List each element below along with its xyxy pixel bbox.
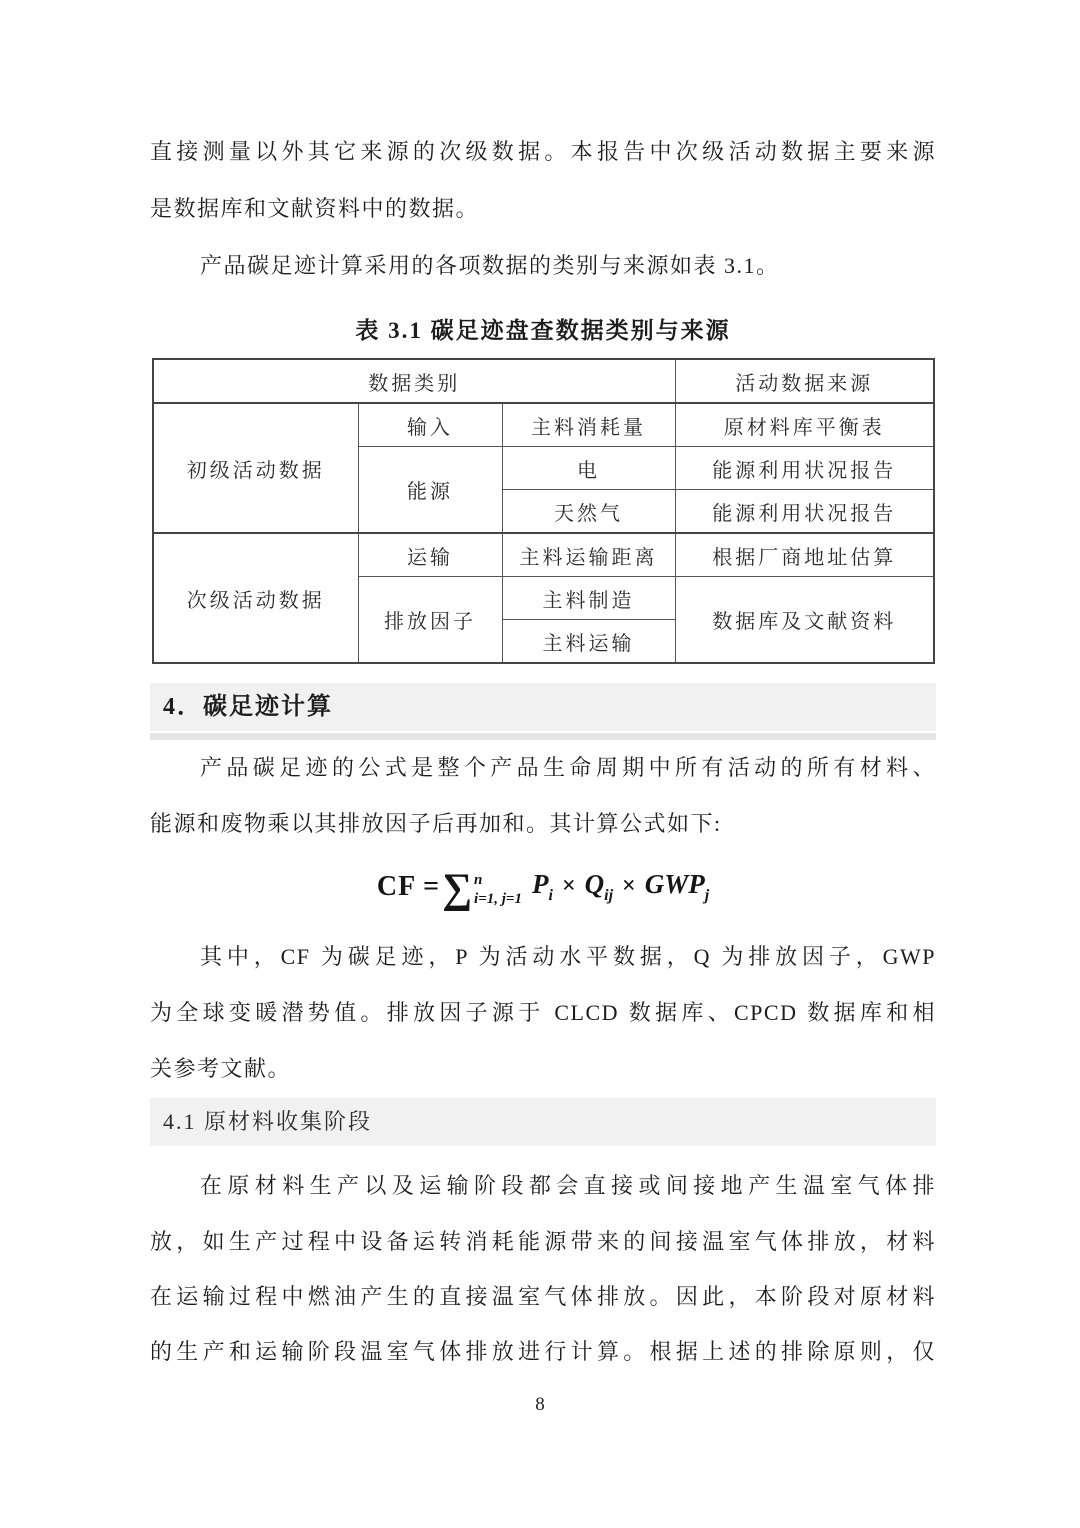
table-header-cell: 活动数据来源 [675, 359, 934, 403]
table-row [153, 533, 934, 577]
carbon-footprint-formula [150, 856, 936, 918]
table-cell: 能源利用状况报告 [675, 490, 934, 534]
table-cell: 根据厂商地址估算 [675, 533, 934, 577]
paragraph-line: 是数据库和文献资料中的数据。 [150, 196, 480, 221]
section-heading-4: 4．碳足迹计算 [150, 683, 936, 731]
table-caption: 表 3.1 碳足迹盘查数据类别与来源 [355, 318, 731, 343]
section-heading-4-1: 4.1 原材料收集阶段 [150, 1098, 936, 1146]
paragraph-line: 在原材料生产以及运输阶段都会直接或间接地产生温室气体排 [200, 1173, 936, 1198]
sigma-limits [474, 873, 522, 907]
paragraph-line: 关参考文献。 [150, 1056, 292, 1081]
paragraph-line: 为全球变暖潜势值。排放因子源于 CLCD 数据库、CPCD 数据库和相 [150, 1000, 936, 1025]
data-table [152, 358, 935, 664]
paragraph-line: 在运输过程中燃油产生的直接温室气体排放。因此，本阶段对原材料 [150, 1284, 936, 1309]
times-sign: × [622, 872, 636, 899]
table-cell: 排放因子 [358, 577, 502, 664]
table-cell: 主料制造 [502, 577, 675, 620]
table-cell: 初级活动数据 [153, 403, 358, 533]
variable-q: $Q_{ij}$ [584, 869, 614, 904]
table-row [153, 403, 934, 447]
table-cell: 原材料库平衡表 [675, 403, 934, 447]
formula-lhs: CF = [376, 871, 441, 902]
table-cell: 主料运输距离 [502, 533, 675, 577]
table-cell: 能源 [358, 447, 502, 534]
table-cell: 天然气 [502, 490, 675, 534]
heading-underline [150, 733, 936, 740]
paragraph-line: 能源和废物乘以其排放因子后再加和。其计算公式如下: [150, 811, 722, 836]
table-cell: 主料消耗量 [502, 403, 675, 447]
variable-gwp: $GWP_j$ [644, 869, 710, 904]
variable-p: $P_i$ [531, 869, 553, 904]
table-cell: 输入 [358, 403, 502, 447]
sigma-symbol: ∑ [442, 866, 473, 912]
paragraph-line: 产品碳足迹的公式是整个产品生命周期中所有活动的所有材料、 [200, 755, 936, 780]
paragraph-line: 产品碳足迹计算采用的各项数据的类别与来源如表 3.1。 [200, 253, 780, 278]
table-cell: 主料运输 [502, 620, 675, 664]
paragraph-line: 的生产和运输阶段温室气体排放进行计算。根据上述的排除原则，仅 [150, 1339, 936, 1364]
table-cell: 电 [502, 447, 675, 490]
paragraph-line: 直接测量以外其它来源的次级数据。本报告中次级活动数据主要来源 [150, 139, 936, 164]
table-cell: 次级活动数据 [153, 533, 358, 663]
table-header-cell: 数据类别 [153, 359, 675, 403]
table-row [153, 359, 934, 403]
paragraph-line: 放，如生产过程中设备运转消耗能源带来的间接温室气体排放，材料 [150, 1229, 936, 1254]
times-sign: × [561, 872, 576, 899]
sigma-lower-limit: i=1, j=1 [474, 891, 522, 907]
table-cell: 数据库及文献资料 [675, 577, 934, 664]
table-cell: 运输 [358, 533, 502, 577]
table-cell: 能源利用状况报告 [675, 447, 934, 490]
paragraph-line: 其中，CF 为碳足迹，P 为活动水平数据，Q 为排放因子，GWP [200, 944, 936, 969]
sigma-upper-limit: n [474, 872, 483, 888]
page-number: 8 [535, 1394, 545, 1415]
